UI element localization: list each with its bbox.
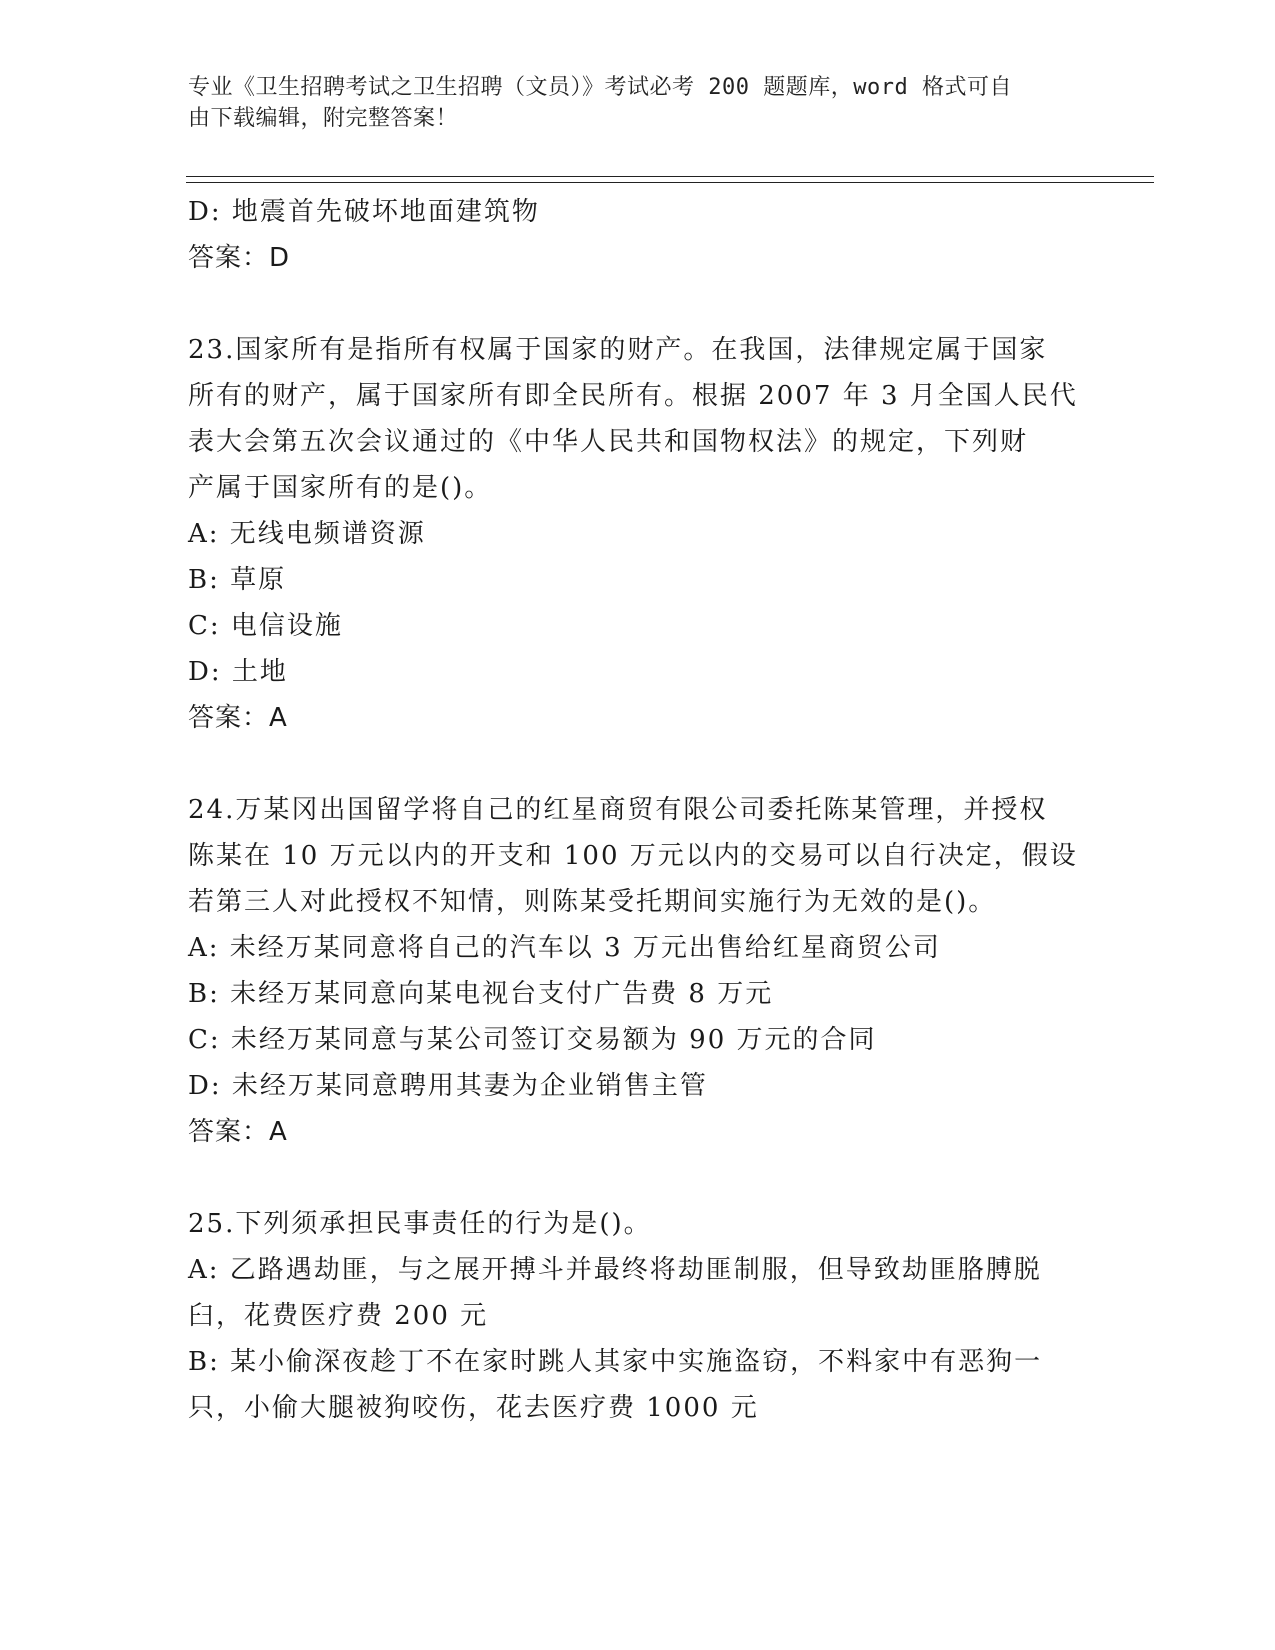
text-line: B: 未经万某同意向某电视台支付广告费 8 万元 xyxy=(188,979,774,1009)
text-line: 表大会第五次会议通过的《中华人民共和国物权法》的规定，下列财 xyxy=(188,427,1029,457)
paragraph-spacer xyxy=(188,741,1088,787)
text-line: A: 未经万某同意将自己的汽车以 3 万元出售给红星商贸公司 xyxy=(188,933,941,963)
text-line: A: 无线电频谱资源 xyxy=(188,519,426,549)
text-line: C: 电信设施 xyxy=(188,611,343,641)
text-line: 臼，花费医疗费 200 元 xyxy=(188,1301,489,1331)
text-line: D: 地震首先破坏地面建筑物 xyxy=(188,197,540,227)
text-line: 所有的财产，属于国家所有即全民所有。根据 2007 年 3 月全国人民代 xyxy=(188,381,1078,411)
text-line: 24.万某冈出国留学将自己的红星商贸有限公司委托陈某管理，并授权 xyxy=(188,795,1048,825)
text-line: B: 草原 xyxy=(188,565,287,595)
header-divider-top xyxy=(186,176,1154,177)
answer-line: 答案：D xyxy=(188,243,291,273)
text-line: 若第三人对此授权不知情，则陈某受托期间实施行为无效的是()。 xyxy=(188,887,997,917)
paragraph-spacer xyxy=(188,1155,1088,1201)
header-line-1: 专业《卫生招聘考试之卫生招聘（文员）》考试必考 200 题题库，word 格式可自 xyxy=(188,75,1012,100)
header-line-2: 由下载编辑，附完整答案！ xyxy=(188,106,459,131)
text-line: B: 某小偷深夜趁丁不在家时跳人其家中实施盗窃，不料家中有恶狗一 xyxy=(188,1347,1043,1377)
answer-line: 答案：A xyxy=(188,1117,288,1147)
answer-line: 答案：A xyxy=(188,703,288,733)
text-line: 25.下列须承担民事责任的行为是()。 xyxy=(188,1209,652,1239)
paragraph-spacer xyxy=(188,281,1088,327)
text-line: 23.国家所有是指所有权属于国家的财产。在我国，法律规定属于国家 xyxy=(188,335,1048,365)
document-body xyxy=(188,189,1088,1431)
header-divider-bottom xyxy=(186,182,1154,183)
text-line: D: 土地 xyxy=(188,657,288,687)
text-line: 只，小偷大腿被狗咬伤，花去医疗费 1000 元 xyxy=(188,1393,759,1423)
text-line: A: 乙路遇劫匪，与之展开搏斗并最终将劫匪制服，但导致劫匪胳膊脱 xyxy=(188,1255,1042,1285)
text-line: 产属于国家所有的是()。 xyxy=(188,473,493,503)
text-line: C: 未经万某同意与某公司签订交易额为 90 万元的合同 xyxy=(188,1025,877,1055)
text-line: 陈某在 10 万元以内的开支和 100 万元以内的交易可以自行决定，假设 xyxy=(188,841,1078,871)
document-header xyxy=(188,72,1068,134)
text-line: D: 未经万某同意聘用其妻为企业销售主管 xyxy=(188,1071,708,1101)
